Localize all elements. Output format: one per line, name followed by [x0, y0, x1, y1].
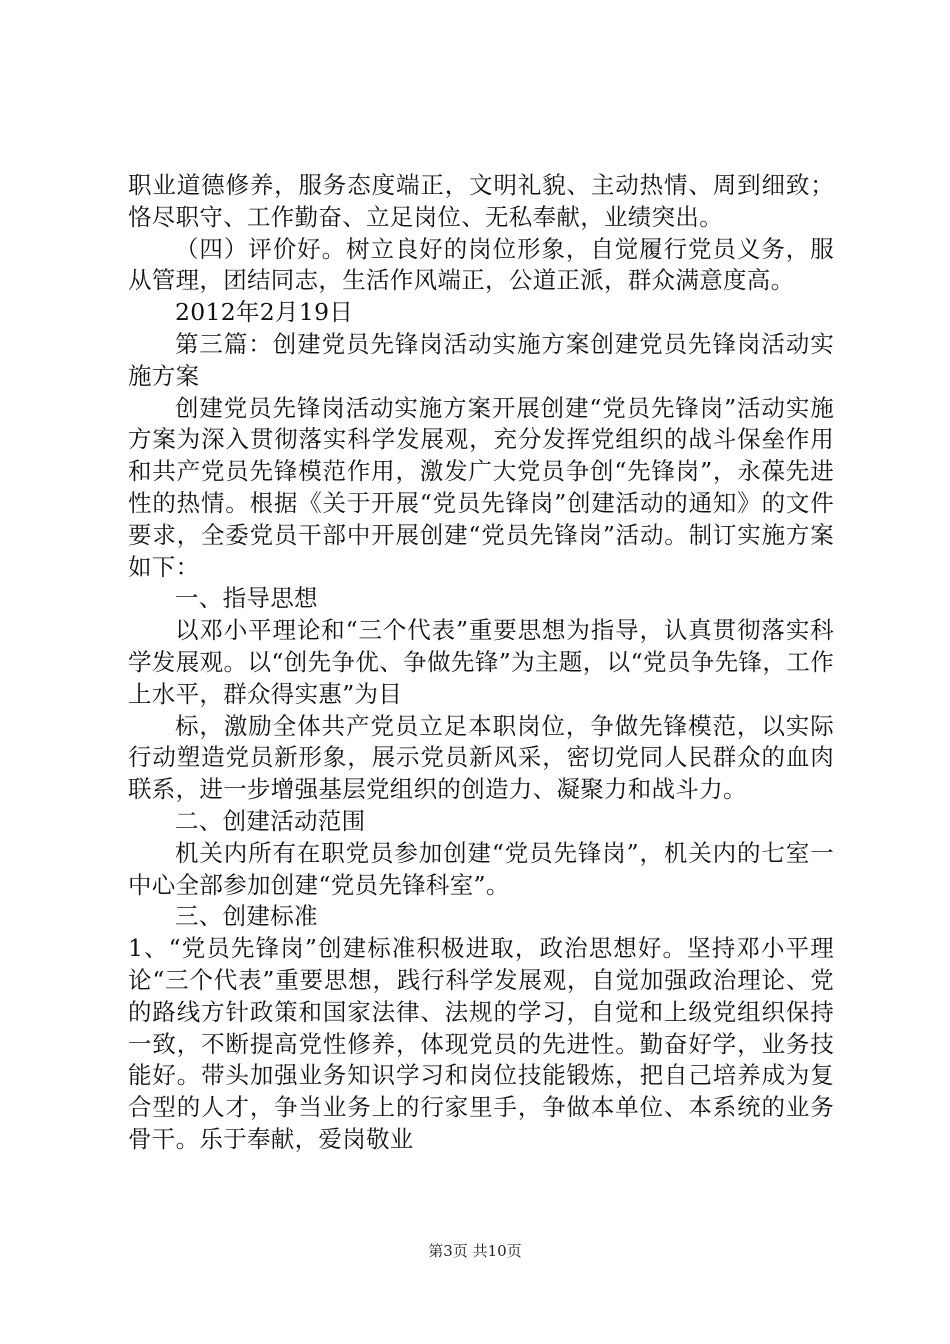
paragraph-intro: 创建党员先锋岗活动实施方案开展创建“党员先锋岗”活动实施方案为深入贯彻落实科学发展观，充分发挥党组织的战斗保垒作用和共产党员先锋模范作用，激发广大党员争创“先锋岗”，永葆先进性的热情。根据《关于开展“党员先锋岗”创建活动的通知》的文件要求，全委党员干部中开展创建“党员先锋岗”活动。制订实施方案如下： — [128, 393, 834, 581]
section-title: 第三篇：创建党员先锋岗活动实施方案创建党员先锋岗活动实施方案 — [128, 329, 834, 390]
paragraph-evaluation: （四）评价好。树立良好的岗位形象，自觉履行党员义务，服从管理，团结同志，生活作风端正，公道正派，群众满意度高。 — [128, 234, 834, 295]
paragraph-date: 2012年2月19日 — [175, 298, 354, 327]
paragraph-activity-scope: 机关内所有在职党员参加创建“党员先锋岗”，机关内的七室一中心全部参加创建“党员先锋科室”。 — [128, 838, 834, 899]
heading-guiding-thought: 一、指导思想 — [175, 584, 318, 613]
heading-activity-scope: 二、创建活动范围 — [175, 806, 366, 835]
paragraph-continuation: 职业道德修养，服务态度端正，文明礼貌、主动热情、周到细致；恪尽职守、工作勤奋、立足岗位、无私奉献，业绩突出。 — [128, 171, 834, 231]
page-footer — [0, 1241, 950, 1261]
document-body — [128, 170, 834, 1156]
page-number: 第3页 共10页 — [428, 1242, 522, 1260]
paragraph-standards: 1、“党员先锋岗”创建标准积极进取，政治思想好。坚持邓小平理论“三个代表”重要思想，践行科学发展观，自觉加强政治理论、党的路线方针政策和国家法律、法规的学习，自觉和上级党组织保持一致，不断提高党性修养，体现党员的先进性。勤奋好学，业务技能好。带头加强业务知识学习和岗位技能锻炼，把自己培养成为复合型的人才，争当业务上的行家里手，争做本单位、本系统的业务骨干。乐于奉献，爱岗敬业 — [128, 934, 834, 1153]
paragraph-guiding-thought: 以邓小平理论和“三个代表”重要思想为指导，认真贯彻落实科学发展观。以“创先争优、争做先锋”为主题，以“党员争先锋，工作上水平，群众得实惠”为目 — [128, 616, 834, 708]
heading-standards: 三、创建标准 — [175, 902, 318, 931]
paragraph-goal: 标，激励全体共产党员立足本职岗位，争做先锋模范，以实际行动塑造党员新形象，展示党员新风采，密切党同人民群众的血肉联系，进一步增强基层党组织的创造力、凝聚力和战斗力。 — [128, 711, 834, 804]
